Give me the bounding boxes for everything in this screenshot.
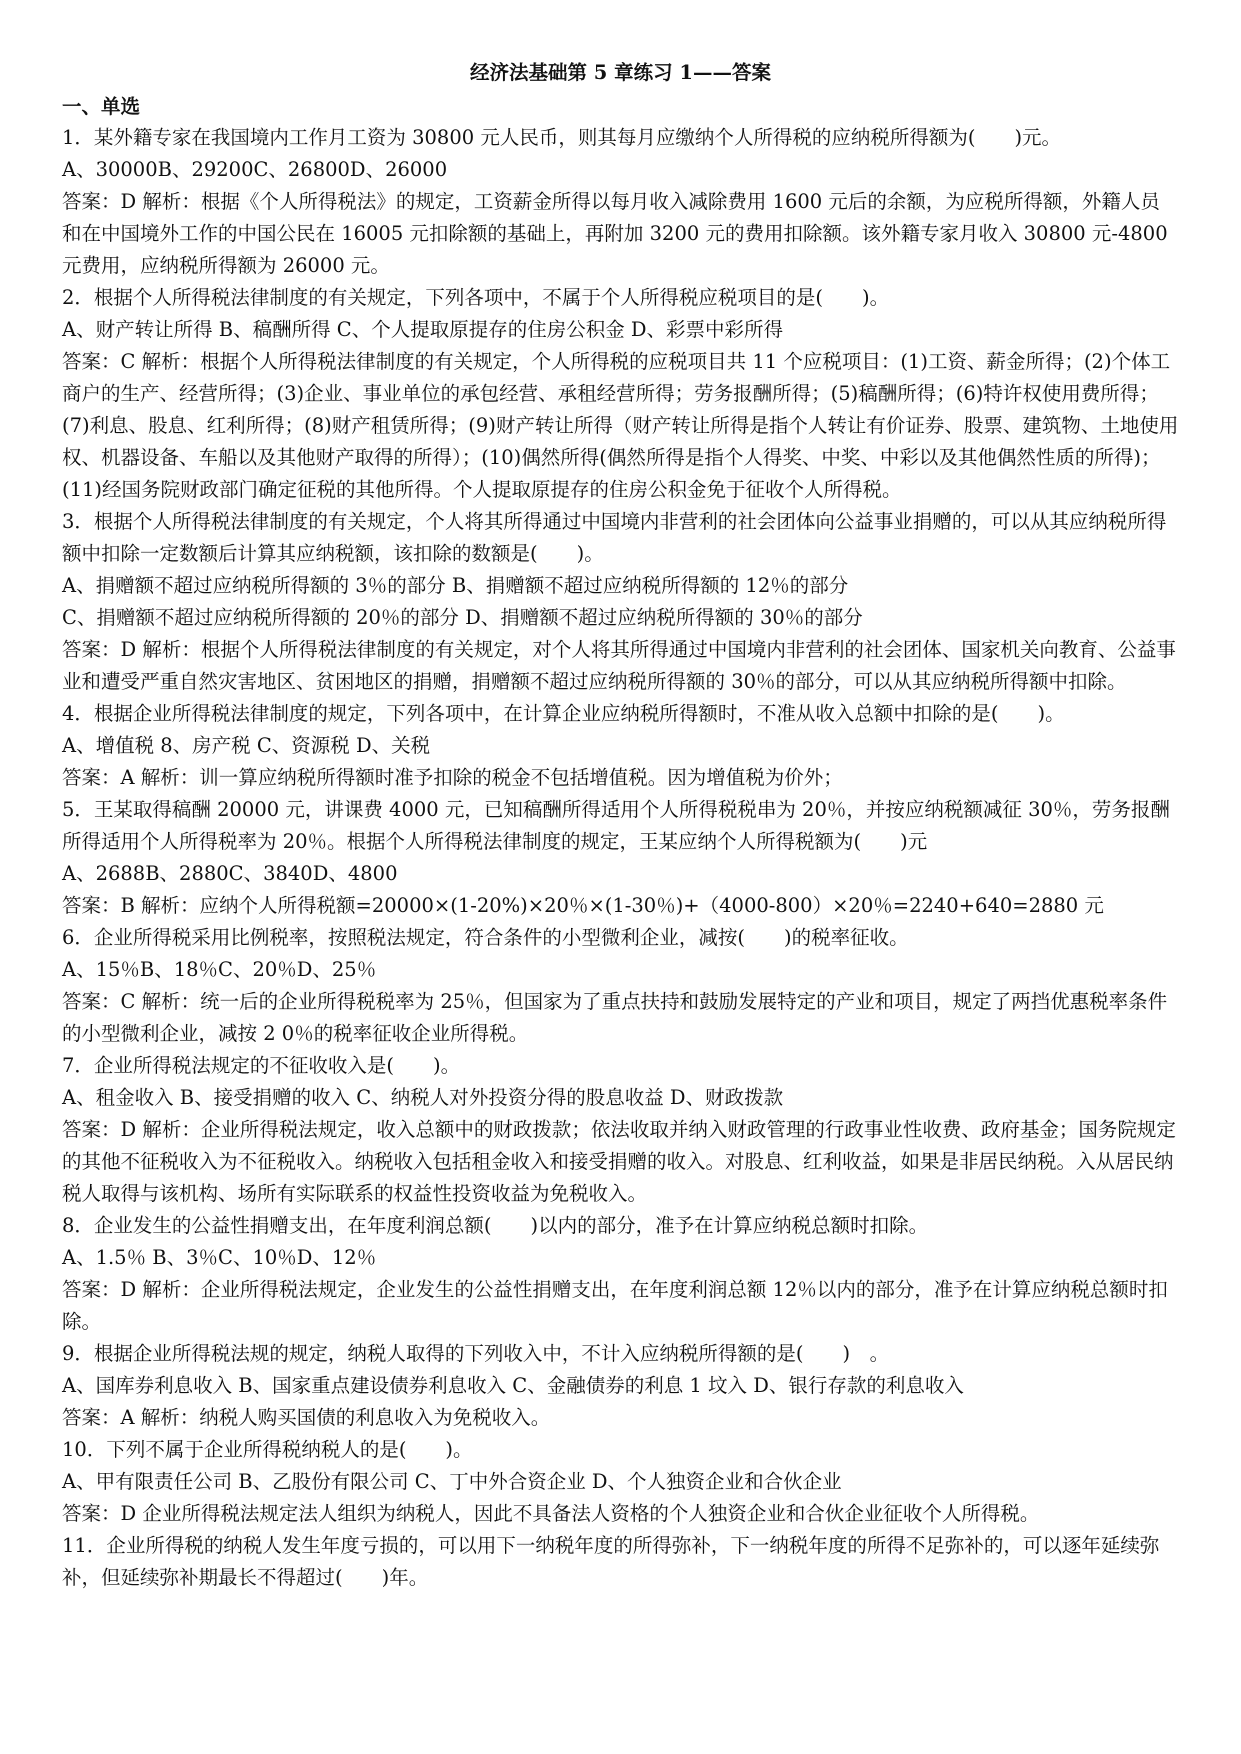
answer-explanation: 答案：C 解析：根据个人所得税法律制度的有关规定，个人所得税的应税项目共 11 个应税项目：(1)工资、薪金所得；(2)个体工商户的生产、经营所得；(3)企业、事业单位的承包经营、承租经营所得；劳务报酬所得；(5)稿酬所得；(6)特许权使用费所得；(7)利息、股息、红利所得；(8)财产租赁所得；(9)财产转让所得（财产转让所得是指个人转让有价证券、股票、建筑物、土地使用权、机器设备、车船以及其他财产取得的所得）；(10)偶然所得(偶然所得是指个人得奖、中奖、中彩以及其他偶然性质的所得)；(11)经国务院财政部门确定征税的其他所得。个人提取原提存的住房公积金免于征收个人所得税。 <box>62 350 1179 501</box>
answer-explanation: 答案：D 解析：根据《个人所得税法》的规定，工资薪金所得以每月收入减除费用 1600 元后的余额，为应税所得额，外籍人员和在中国境外工作的中国公民在 16005 元扣除额的基础上，再附加 3200 元的费用扣除额。该外籍专家月收入 30800 元-4800 元费用，应纳税所得额为 26000 元。 <box>62 190 1168 277</box>
question-options: A、增值税 8、房产税 C、资源税 D、关税 <box>62 734 431 757</box>
question-block <box>62 1434 1179 1530</box>
question-text: 10．下列不属于企业所得税纳税人的是( )。 <box>62 1438 473 1461</box>
question-text: 8．企业发生的公益性捐赠支出，在年度利润总额( )以内的部分，准予在计算应纳税总额时扣除。 <box>62 1214 929 1237</box>
question-block <box>62 922 1179 1050</box>
question-text: 4．根据企业所得税法律制度的规定，下列各项中，在计算企业应纳税所得额时，不准从收入总额中扣除的是( )。 <box>62 702 1065 725</box>
document-title: 经济法基础第 5 章练习 1——答案 <box>469 61 771 84</box>
question-block <box>62 282 1179 506</box>
question-text: 5．王某取得稿酬 20000 元，讲课费 4000 元，已知稿酬所得适用个人所得税税串为 20％，并按应纳税额减征 30％，劳务报酬所得适用个人所得税率为 20％。根据个人所得税法律制度的规定，王某应纳个人所得税额为( )元 <box>62 798 1170 853</box>
answer-explanation: 答案：C 解析：统一后的企业所得税税率为 25％，但国家为了重点扶持和鼓励发展特定的产业和项目，规定了两挡优惠税率条件的小型微利企业，减按 2 0％的税率征收企业所得税。 <box>62 990 1168 1045</box>
question-text: 9．根据企业所得税法规的规定，纳税人取得的下列收入中，不计入应纳税所得额的是( ) 。 <box>62 1342 890 1365</box>
question-options: C、捐赠额不超过应纳税所得额的 20％的部分 D、捐赠额不超过应纳税所得额的 30％的部分 <box>62 606 863 629</box>
question-text: 7．企业所得税法规定的不征收收入是( )。 <box>62 1054 461 1077</box>
question-text: 1．某外籍专家在我国境内工作月工资为 30800 元人民币，则其每月应缴纳个人所得税的应纳税所得额为( )元。 <box>62 126 1062 149</box>
question-options: A、租金收入 B、接受捐赠的收入 C、纳税人对外投资分得的股息收益 D、财政拨款 <box>62 1086 784 1109</box>
question-text: 3．根据个人所得税法律制度的有关规定，个人将其所得通过中国境内非营利的社会团体向公益事业捐赠的，可以从其应纳税所得额中扣除一定数额后计算其应纳税额，该扣除的数额是( )。 <box>62 510 1167 565</box>
question-options: A、捐赠额不超过应纳税所得额的 3％的部分 B、捐赠额不超过应纳税所得额的 12％的部分 <box>62 574 849 597</box>
answer-explanation: 答案：D 解析：企业所得税法规定，企业发生的公益性捐赠支出，在年度利润总额 12％以内的部分，准予在计算应纳税总额时扣除。 <box>62 1278 1168 1333</box>
answer-explanation: 答案：B 解析：应纳个人所得税额=20000×(1-20%)×20％×(1-30％)+（4000-800）×20％=2240+640=2880 元 <box>62 894 1104 917</box>
question-block <box>62 122 1179 282</box>
question-block <box>62 1530 1179 1594</box>
question-block <box>62 506 1179 698</box>
answer-explanation: 答案：A 解析：纳税人购买国债的利息收入为免税收入。 <box>62 1406 551 1429</box>
question-block <box>62 1050 1179 1210</box>
question-options: A、15％B、18％C、20％D、25％ <box>62 958 377 981</box>
question-options: A、甲有限责任公司 B、乙股份有限公司 C、丁中外合资企业 D、个人独资企业和合伙企业 <box>62 1470 842 1493</box>
answer-explanation: 答案：D 解析：企业所得税法规定，收入总额中的财政拨款；依法收取并纳入财政管理的行政事业性收费、政府基金；国务院规定的其他不征税收入为不征税收入。纳税收入包括租金收入和接受捐赠的收入。对股息、红利收益，如果是非居民纳税。入从居民纳税人取得与该机构、场所有实际联系的权益性投资收益为免税收入。 <box>62 1118 1176 1205</box>
question-block <box>62 698 1179 794</box>
question-options: A、财产转让所得 B、稿酬所得 C、个人提取原提存的住房公积金 D、彩票中彩所得 <box>62 318 784 341</box>
question-options: A、30000B、29200C、26800D、26000 <box>62 158 448 181</box>
question-options: A、1.5％ B、3％C、10％D、12％ <box>62 1246 377 1269</box>
answer-explanation: 答案：D 解析：根据个人所得税法律制度的有关规定，对个人将其所得通过中国境内非营利的社会团体、国家机关向教育、公益事业和遭受严重自然灾害地区、贫困地区的捐赠，捐赠额不超过应纳税所得额的 30％的部分，可以从其应纳税所得额中扣除。 <box>62 638 1176 693</box>
question-text: 11．企业所得税的纳税人发生年度亏损的，可以用下一纳税年度的所得弥补，下一纳税年度的所得不足弥补的，可以逐年延续弥补，但延续弥补期最长不得超过( )年。 <box>62 1534 1160 1589</box>
answer-explanation: 答案：D 企业所得税法规定法人组织为纳税人，因此不具备法人资格的个人独资企业和合伙企业征收个人所得税。 <box>62 1502 1040 1525</box>
question-block <box>62 794 1179 922</box>
question-block <box>62 1210 1179 1338</box>
question-block <box>62 1338 1179 1434</box>
question-text: 6．企业所得税采用比例税率，按照税法规定，符合条件的小型微利企业，减按( )的税率征收。 <box>62 926 909 949</box>
question-text: 2．根据个人所得税法律制度的有关规定，下列各项中，不属于个人所得税应税项目的是( )。 <box>62 286 890 309</box>
section-heading: 一、单选 <box>62 95 141 118</box>
answer-explanation: 答案：A 解析：训一算应纳税所得额时准予扣除的税金不包括增值税。因为增值税为价外； <box>62 766 843 789</box>
question-options: A、国库券利息收入 B、国家重点建设债券利息收入 C、金融债券的利息 1 坟入 D、银行存款的利息收入 <box>62 1374 964 1397</box>
question-options: A、2688B、2880C、3840D、4800 <box>62 862 398 885</box>
